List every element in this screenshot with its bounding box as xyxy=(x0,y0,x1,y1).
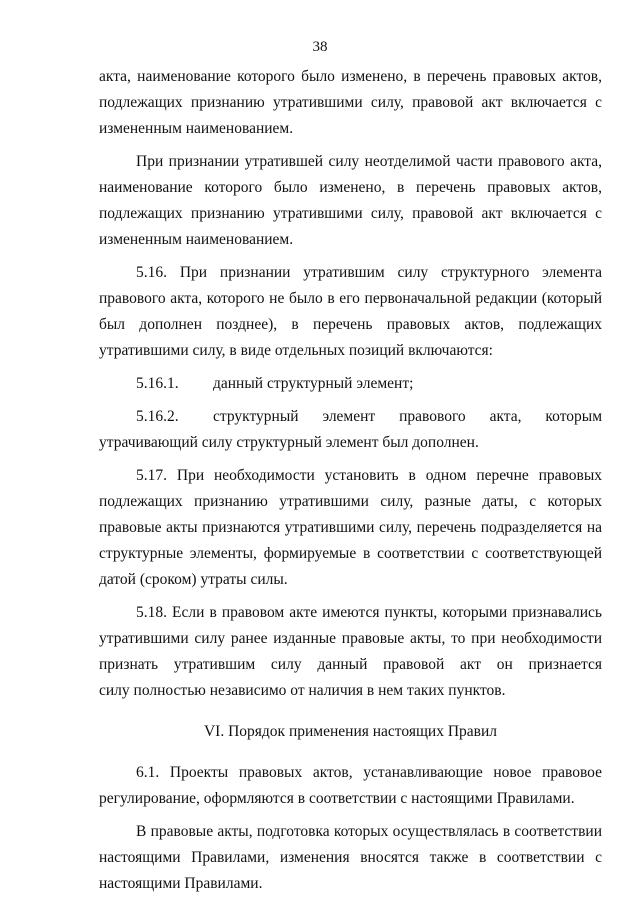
item-text: данный структурный элемент; xyxy=(213,375,414,392)
item-number: 5.16.1. xyxy=(136,375,179,392)
text-line: структурные элементы, формируемые в соответствии с соответствующей xyxy=(99,545,602,562)
list-item-5-16-2 xyxy=(99,404,602,456)
text-line: структурный элемент правового акта, которым xyxy=(213,408,602,425)
text-line: акта, наименование которого было изменено, в перечень правовых актов, xyxy=(99,68,602,85)
text-line: силу полностью независимо от наличия в нем таких пунктов. xyxy=(99,682,506,699)
document-body xyxy=(99,64,602,897)
section-heading: VI. Порядок применения настоящих Правил xyxy=(203,723,497,740)
text-line: наименование которого было изменено, в перечень правовых актов, xyxy=(99,179,602,196)
paragraph-continuation xyxy=(99,64,602,142)
text-line: датой (сроком) утраты силы. xyxy=(99,571,288,588)
text-line: 6.1. Проекты правовых актов, устанавливающие новое правовое xyxy=(136,764,602,781)
text-line: При признании утратившей силу неотделимой части правового акта, xyxy=(136,153,602,170)
text-line: правовые акты признаются утратившими силу, перечень подразделяется на xyxy=(99,519,602,536)
text-line: В правовые акты, подготовка которых осуществлялась в соответствии xyxy=(136,823,602,840)
list-item-5-16-1 xyxy=(99,371,602,397)
text-line: подлежащих признанию утратившими силу, правовой акт включается с xyxy=(99,94,602,111)
text-line: утратившими силу ранее изданные правовые акты, то при необходимости xyxy=(99,630,602,647)
text-line: был дополнен позднее), в перечень правовых актов, подлежащих xyxy=(99,316,602,333)
item-first-line xyxy=(99,404,602,430)
text-line: измененным наименованием. xyxy=(99,120,294,137)
paragraph-5-16 xyxy=(99,260,602,364)
page-number: 38 xyxy=(312,39,328,55)
text-line: признать утратившим силу данный правовой акт он признается xyxy=(99,656,602,673)
paragraph-6-1 xyxy=(99,760,602,812)
text-line: настоящими Правилами, изменения вносятся также в соответствии с xyxy=(99,849,602,866)
paragraph xyxy=(99,149,602,253)
text-line: измененным наименованием. xyxy=(99,231,294,248)
text-line: 5.16. При признании утратившим силу структурного элемента xyxy=(136,264,602,281)
paragraph-5-18 xyxy=(99,600,602,704)
text-line: 5.18. Если в правовом акте имеются пункты, которыми признавались xyxy=(136,604,602,621)
item-number: 5.16.2. xyxy=(136,408,179,425)
text-line: 5.17. При необходимости установить в одном перечне правовых xyxy=(136,467,602,484)
text-line: подлежащих признанию утратившими силу, разные даты, с которых xyxy=(99,493,602,510)
text-line: утратившими силу, в виде отдельных позиций включаются: xyxy=(99,342,493,359)
text-line: подлежащих признанию утратившими силу, правовой акт включается с xyxy=(99,205,602,222)
text-line: регулирование, оформляются в соответствии с настоящими Правилами. xyxy=(99,790,575,807)
paragraph xyxy=(99,819,602,897)
text-line: утрачивающий силу структурный элемент был дополнен. xyxy=(99,434,479,451)
text-line: правового акта, которого не было в его первоначальной редакции (который xyxy=(99,290,602,307)
text-line: настоящими Правилами. xyxy=(99,875,263,892)
paragraph-5-17 xyxy=(99,463,602,593)
